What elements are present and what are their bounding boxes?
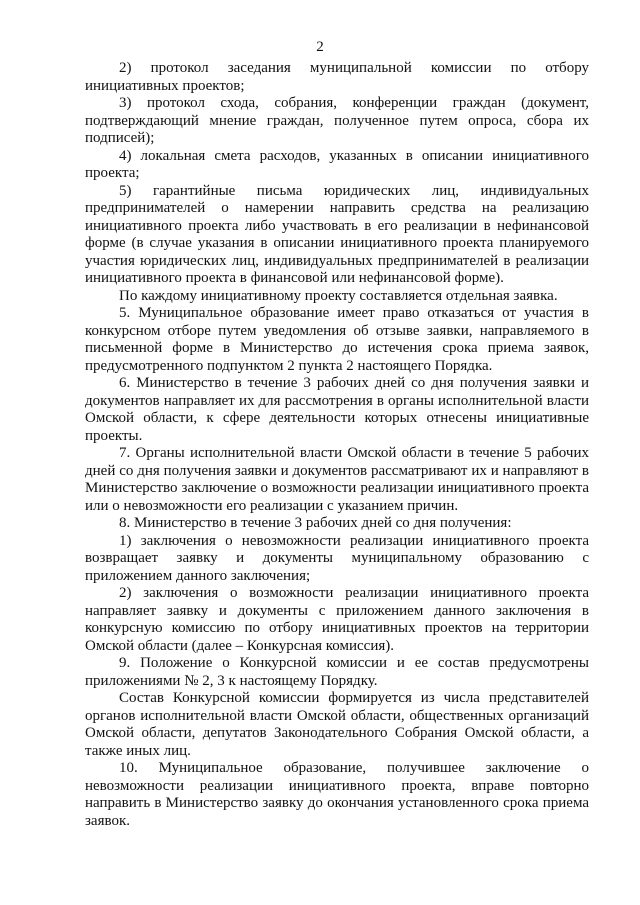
paragraph-guarantee-letters: 5) гарантийные письма юридических лиц, индивидуальных предпринимателей о намерении направить средства на реализацию инициативного проекта либо участвовать в его реализации в нефинансовой форме (в случае указания в описании инициативного проекта планируемого участия юридических лиц, индивидуальных предпринимателей в реализации инициативного проекта в финансовой или нефинансовой форме). bbox=[85, 182, 589, 286]
paragraph-item-8-sub-1: 1) заключения о невозможности реализации инициативного проекта возвращает заявку и документы муниципальному образованию с приложением данного заключения; bbox=[85, 532, 589, 584]
paragraph-commission-composition: Состав Конкурсной комиссии формируется из числа представителей органов исполнительной власти Омской области, общественных организаций Омской области, депутатов Законодательного Собрания Омской области, а также иных лиц. bbox=[85, 690, 589, 759]
paragraph-item-6: 6. Министерство в течение 3 рабочих дней со дня получения заявки и документов направляет их для рассмотрения в органы исполнительной власти Омской области, к сфере деятельности которых отнесены инициативные проекты. bbox=[85, 375, 589, 444]
paragraph-item-10: 10. Муниципальное образование, получившее заключение о невозможности реализации инициативного проекта, вправе повторно направить в Министерство заявку до окончания установленного срока приема заявок. bbox=[85, 760, 589, 829]
paragraph-item-8-sub-2: 2) заключения о возможности реализации инициативного проекта направляет заявку и документы с приложением данного заключения в конкурсную комиссию по отбору инициативных проектов на территории Омской области (далее – Конкурсная комиссия). bbox=[85, 585, 589, 654]
page-number: 2 bbox=[316, 39, 324, 55]
paragraph-separate-application: По каждому инициативному проекту составляется отдельная заявка. bbox=[119, 287, 558, 304]
paragraph-item-8: 8. Министерство в течение 3 рабочих дней со дня получения: bbox=[119, 515, 512, 531]
paragraph-item-5: 5. Муниципальное образование имеет право отказаться от участия в конкурсном отборе путем уведомления об отзыве заявки, направляемого в письменной форме в Министерство до истечения срока приема заявок, предусмотренного подпунктом 2 пункта 2 настоящего Порядка. bbox=[85, 305, 589, 374]
paragraph-item-9: 9. Положение о Конкурсной комиссии и ее состав предусмотрены приложениями № 2, 3 к настоящему Порядку. bbox=[85, 655, 589, 689]
paragraph-item-7: 7. Органы исполнительной власти Омской области в течение 5 рабочих дней со дня получения заявки и документов рассматривают их и направляют в Министерство заключение о возможности реализации инициативного проекта или о невозможности его реализации с указанием причин. bbox=[85, 445, 589, 514]
paragraph-local-estimate: 4) локальная смета расходов, указанных в описании инициативного проекта; bbox=[85, 147, 589, 181]
paragraph-protocol-commission: 2) протокол заседания муниципальной комиссии по отбору инициативных проектов; bbox=[85, 60, 589, 94]
paragraph-protocol-gathering: 3) протокол схода, собрания, конференции граждан (документ, подтверждающий мнение граждан, полученное путем опроса, сбора их подписей); bbox=[85, 95, 589, 146]
document-body bbox=[85, 60, 589, 830]
